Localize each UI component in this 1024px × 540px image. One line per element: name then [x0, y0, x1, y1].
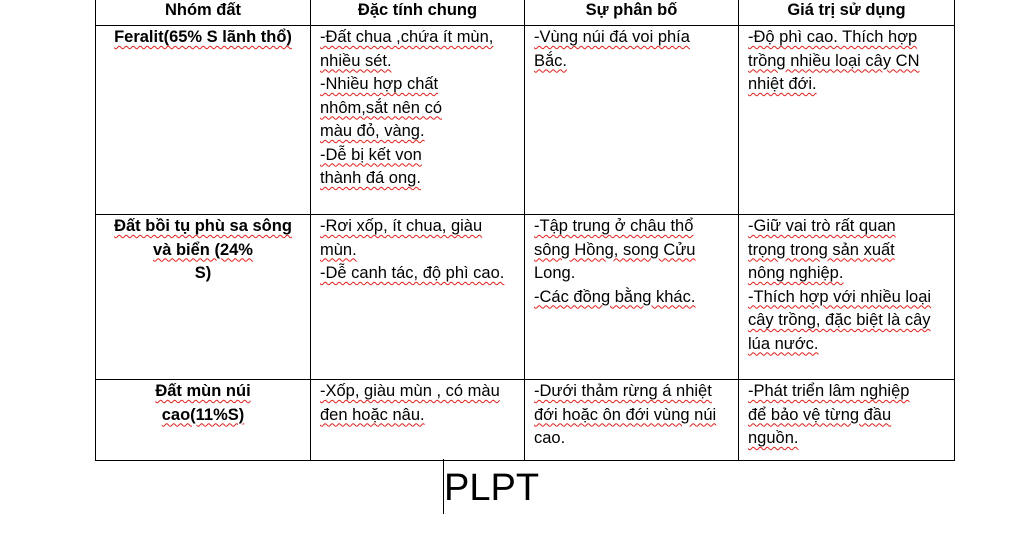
cell-line: -Dễ bị kết von	[320, 145, 422, 164]
cell-line: Feralit(65% S lãnh thổ)	[114, 28, 292, 46]
cell-line: -Giữ vai trò rất quan	[748, 217, 896, 235]
traits-cell	[311, 26, 525, 215]
table-row	[96, 26, 955, 215]
cell-line: -Dưới thảm rừng á nhiệt	[534, 382, 712, 400]
cell-line: Long.	[534, 264, 576, 282]
cell-line: trồng nhiều loại cây CN	[748, 51, 920, 70]
value-cell	[739, 215, 955, 380]
cell-line: thành đá ong.	[320, 169, 421, 187]
cell-line: -Phát triển lâm nghiệp	[748, 382, 910, 400]
value-cell	[739, 26, 955, 215]
cell-line: nông nghiệp.	[748, 264, 844, 282]
cell-line: -Tập trung ở châu thổ	[534, 217, 694, 235]
cell-line: Đất mùn núi	[155, 382, 251, 400]
cell-line: Đất bồi tụ phù sa sông	[114, 217, 292, 235]
table-header-row	[96, 0, 955, 26]
table-row	[96, 215, 955, 380]
cell-line: và biển (24%	[153, 240, 253, 259]
soil-group-cell	[96, 380, 311, 461]
soil-group-cell	[96, 26, 311, 215]
header-usage-value: Giá trị sử dụng	[739, 0, 955, 26]
cell-line: -Xốp, giàu mùn , có màu	[320, 382, 500, 400]
table-row	[96, 380, 955, 461]
soil-group-cell	[96, 215, 311, 380]
cell-line: nguồn.	[748, 429, 799, 447]
header-soil-group: Nhóm đất	[96, 0, 311, 26]
cell-line: mùn.	[320, 240, 357, 259]
cell-line: lúa nước.	[748, 334, 819, 353]
cell-line: màu đỏ, vàng.	[320, 122, 425, 140]
cell-line: đen hoặc nâu.	[320, 405, 425, 424]
cell-line: cây trồng, đặc biệt là cây	[748, 311, 931, 329]
header-distribution: Sự phân bố	[525, 0, 739, 26]
distribution-cell	[525, 215, 739, 380]
cell-line: -Các đồng bằng khác.	[534, 287, 696, 306]
cell-line: -Nhiều hợp chất	[320, 75, 439, 93]
cell-line: nhiệt đới.	[748, 75, 817, 93]
document-text-plpt[interactable]: PLPT	[444, 467, 540, 509]
cell-line: -Thích hợp với nhiều loại	[748, 287, 932, 306]
traits-cell	[311, 380, 525, 461]
cell-line: cao.	[534, 429, 566, 447]
cell-line: nhiều sét.	[320, 51, 392, 70]
cell-line: S)	[194, 264, 212, 282]
traits-cell	[311, 215, 525, 380]
cell-line: -Vùng núi đá voi phía	[534, 28, 690, 46]
cell-line: -Đất chua ,chứa ít mùn,	[320, 28, 494, 46]
cell-line: -Độ phì cao. Thích hợp	[748, 28, 918, 46]
cell-line: cao(11%S)	[161, 405, 245, 424]
cell-line: đới hoặc ôn đới vùng núi	[534, 405, 717, 424]
soil-groups-table	[95, 0, 955, 461]
cell-line: Bắc.	[534, 51, 568, 70]
cell-line: -Rơi xốp, ít chua, giàu	[320, 217, 483, 235]
cell-line: trọng trong sản xuất	[748, 240, 895, 259]
cell-line: -Dễ canh tác, độ phì cao.	[320, 264, 505, 282]
header-general-traits: Đặc tính chung	[311, 0, 525, 26]
cell-line: sông Hồng, song Cửu	[534, 240, 696, 259]
distribution-cell	[525, 26, 739, 215]
cell-line: nhôm,sắt nên có	[320, 98, 442, 117]
cell-line: để bảo vệ từng đầu	[748, 405, 892, 424]
value-cell	[739, 380, 955, 461]
distribution-cell	[525, 380, 739, 461]
